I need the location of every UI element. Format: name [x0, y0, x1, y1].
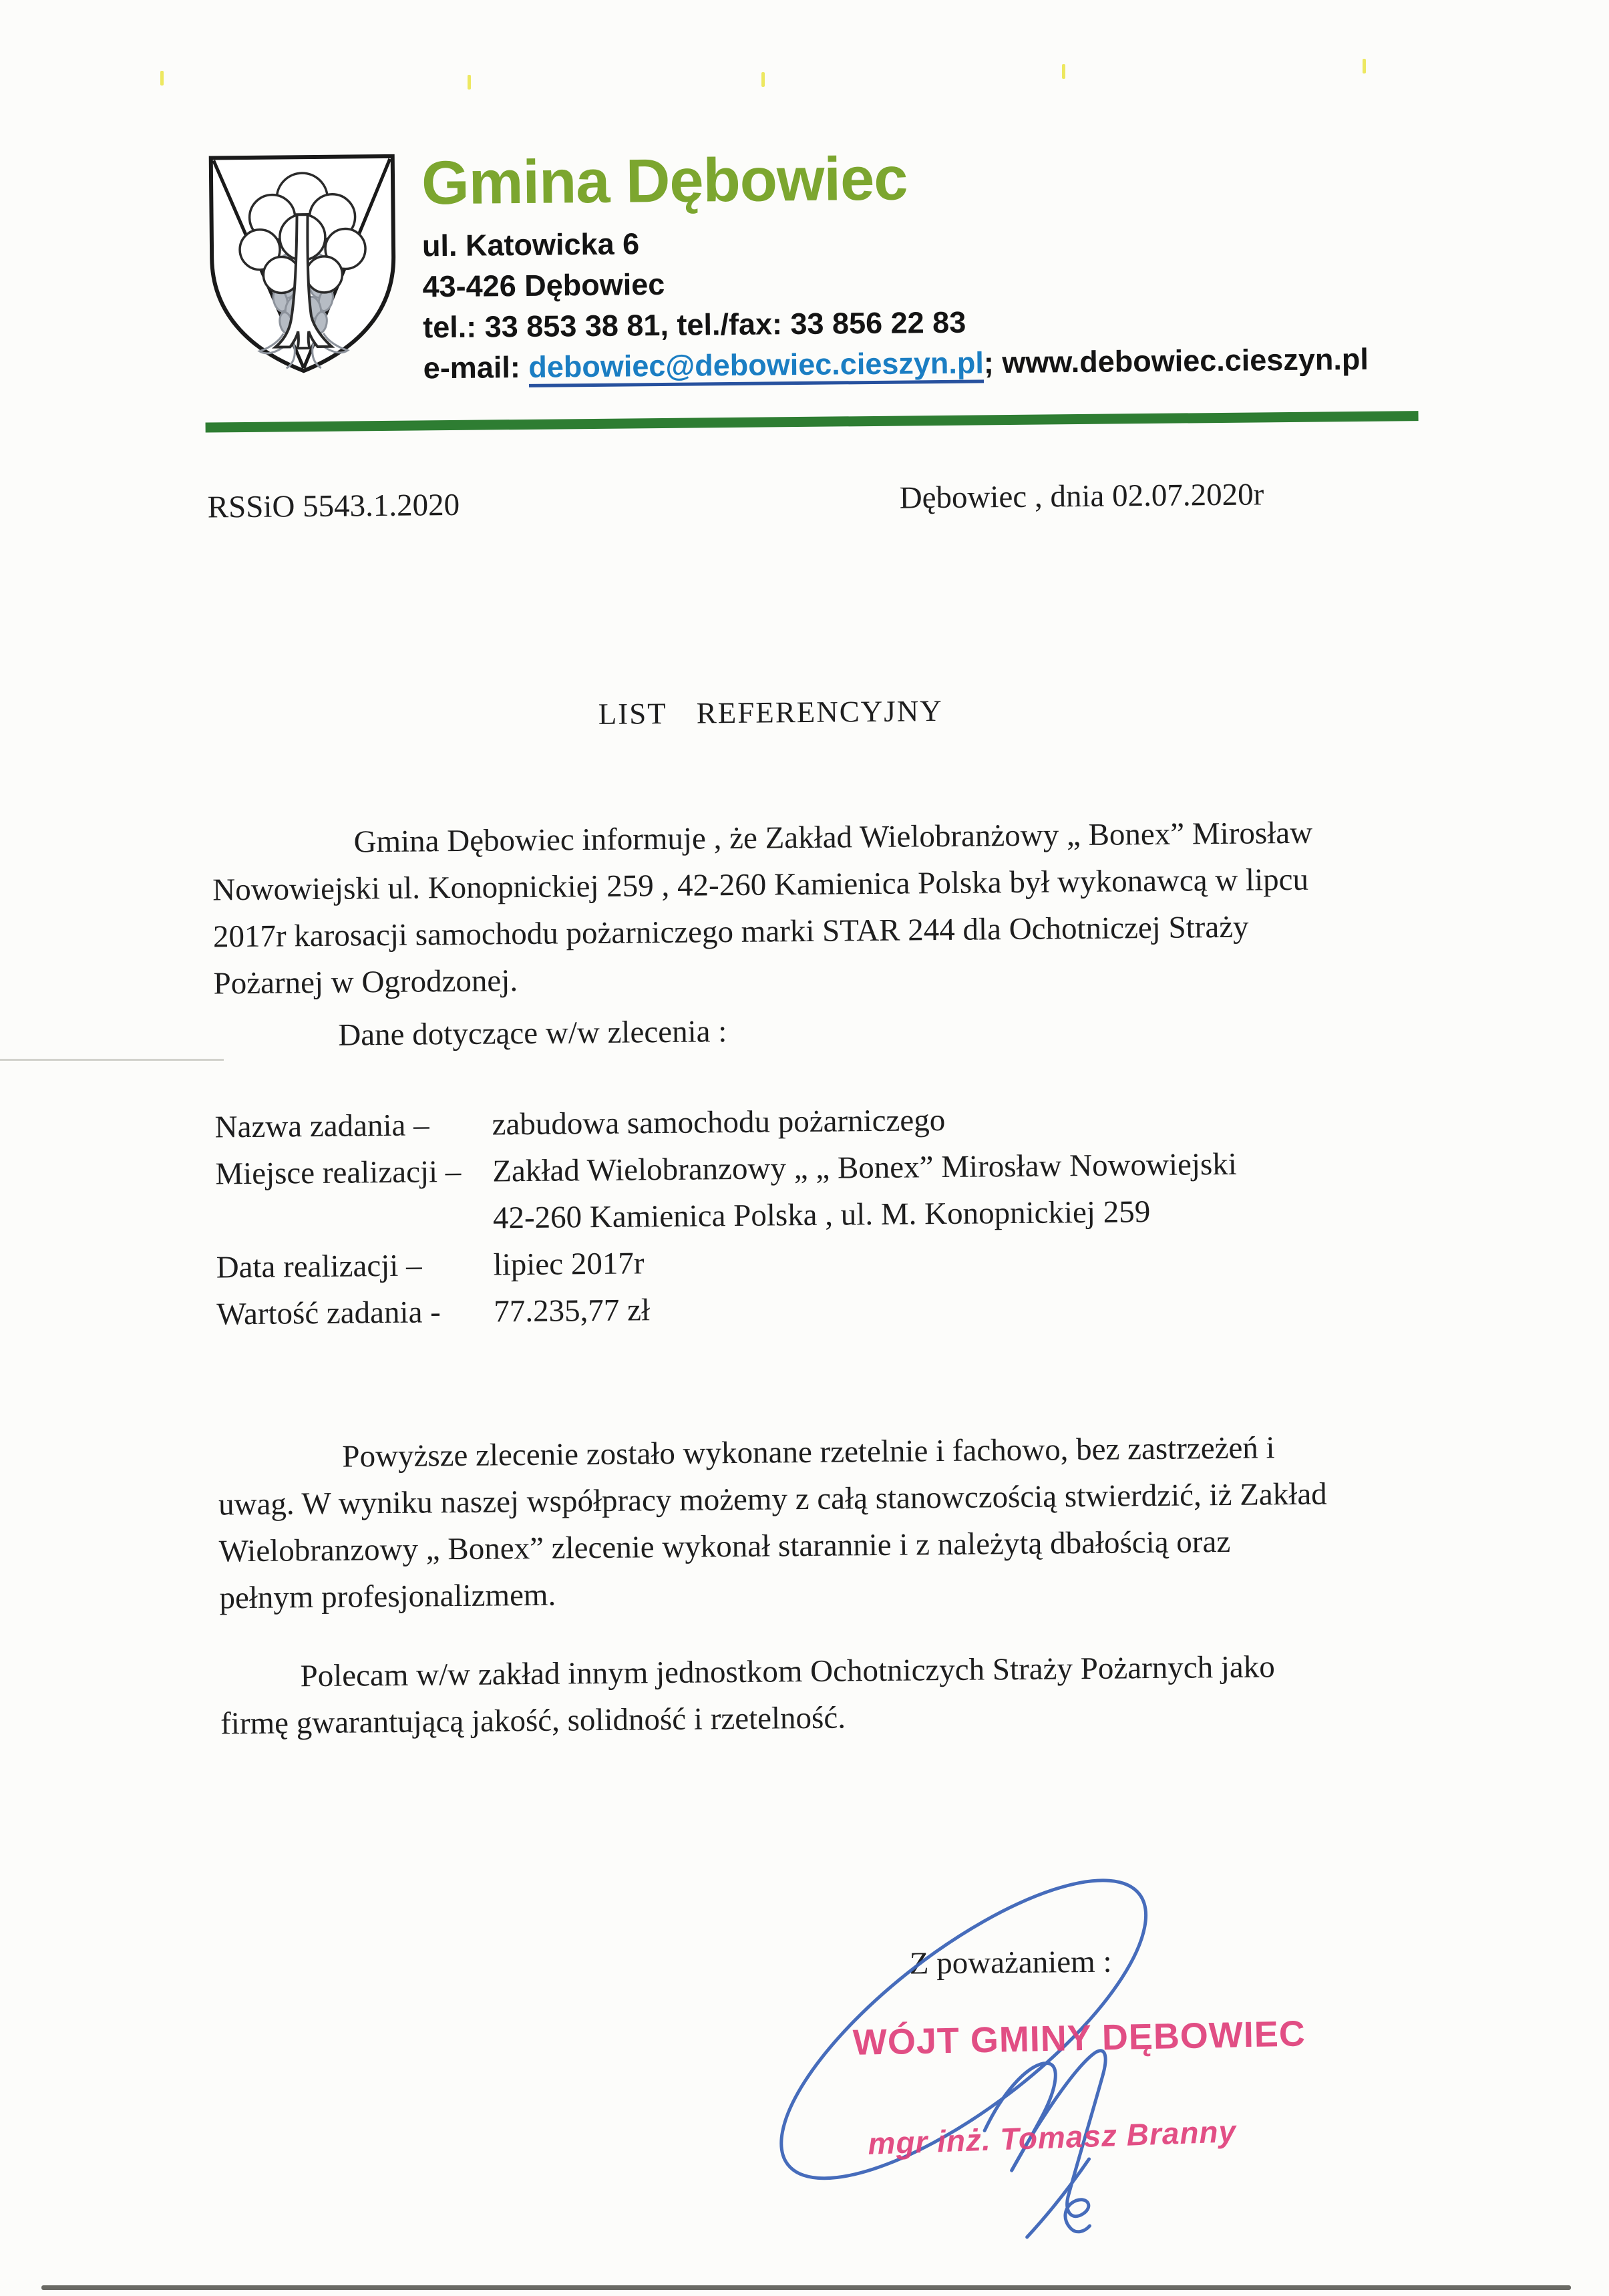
letterhead — [421, 143, 1369, 388]
detail-label — [216, 1194, 494, 1244]
dateline: Dębowiec , dnia 02.07.2020r — [899, 477, 1264, 516]
letter-title — [598, 693, 944, 731]
detail-label: Data realizacji – — [216, 1248, 422, 1285]
paragraph-recommendation: Polecam w/w zakład innym jednostkom Ochotniczych Straży Pożarnych jako firmę gwarantującą jakość, solidność i rzetelność. — [220, 1649, 1275, 1742]
org-name: Gmina Dębowiec — [421, 144, 908, 218]
scan-speck — [1062, 64, 1065, 79]
stamp-signer-name: mgr inż. Tomasz Branny — [867, 2114, 1237, 2161]
detail-value: Zakład Wielobranzowy „ „ Bonex” Mirosław Nowowiejski — [492, 1146, 1238, 1189]
coat-of-arms — [202, 150, 404, 379]
detail-label: Wartość zadania - — [216, 1295, 441, 1332]
address-line-1: ul. Katowicka 6 — [421, 226, 640, 263]
order-details — [214, 1092, 1431, 1337]
letterhead-divider — [206, 411, 1419, 432]
scan-speck — [468, 75, 471, 90]
email-label: e-mail: — [423, 349, 529, 385]
email-link[interactable]: debowiec@debowiec.cieszyn.pl — [528, 345, 984, 387]
detail-value: 77.235,77 zł — [494, 1293, 651, 1329]
stamp-office-title: WÓJT GMINY DĘBOWIEC — [852, 2013, 1306, 2063]
detail-label: Miejsce realizacji – — [215, 1154, 462, 1192]
phone-line: tel.: 33 853 38 81, tel./fax: 33 856 22 83 — [422, 305, 966, 345]
scan-speck — [160, 71, 164, 86]
title-word-2: REFERENCYJNY — [696, 693, 944, 730]
website-text: www.debowiec.cieszyn.pl — [1002, 341, 1369, 379]
paragraph-assessment: Powyższe zlecenie zostało wykonane rzetelnie i fachowo, bez zastrzeżeń i uwag. W wyniku naszej współpracy możemy z całą stanowczością stwierdzić, iż Zakład Wielobranzowy „ Bonex” zlecenie wykonał starannie i z należytą dbałością oraz pełnym profesjonalizmem. — [218, 1430, 1327, 1616]
address-line-2: 43-426 Dębowiec — [422, 267, 665, 304]
scan-speck — [1363, 59, 1366, 73]
detail-label: Nazwa zadania – — [214, 1108, 429, 1145]
email-separator: ; — [983, 345, 1003, 380]
closing-salutation: Z poważaniem : — [909, 1944, 1112, 1981]
scan-edge-shadow — [41, 2285, 1571, 2290]
title-word-1: LIST — [598, 696, 667, 731]
contact-line — [423, 339, 1369, 389]
detail-value: lipiec 2017r — [493, 1246, 645, 1283]
detail-value: zabudowa samochodu pożarniczego — [492, 1102, 946, 1142]
scan-speck — [761, 72, 765, 87]
paragraph-intro: Gmina Dębowiec informuje , że Zakład Wielobranżowy „ Bonex” Mirosław Nowowiejski ul. Konopnickiej 259 , 42-260 Kamienica Polska był wykonawcą w lipcu 2017r karosacji samochodu pożarniczego marki STAR 244 dla Ochotniczej Straży Pożarnej w Ogrodzonej. — [212, 815, 1313, 1001]
section-label: Dane dotyczące w/w zlecenia : — [338, 1014, 727, 1053]
scan-crease — [0, 1059, 224, 1061]
reference-number: RSSiO 5543.1.2020 — [207, 487, 460, 525]
detail-value: 42-260 Kamienica Polska , ul. M. Konopnickiej 259 — [492, 1194, 1151, 1236]
